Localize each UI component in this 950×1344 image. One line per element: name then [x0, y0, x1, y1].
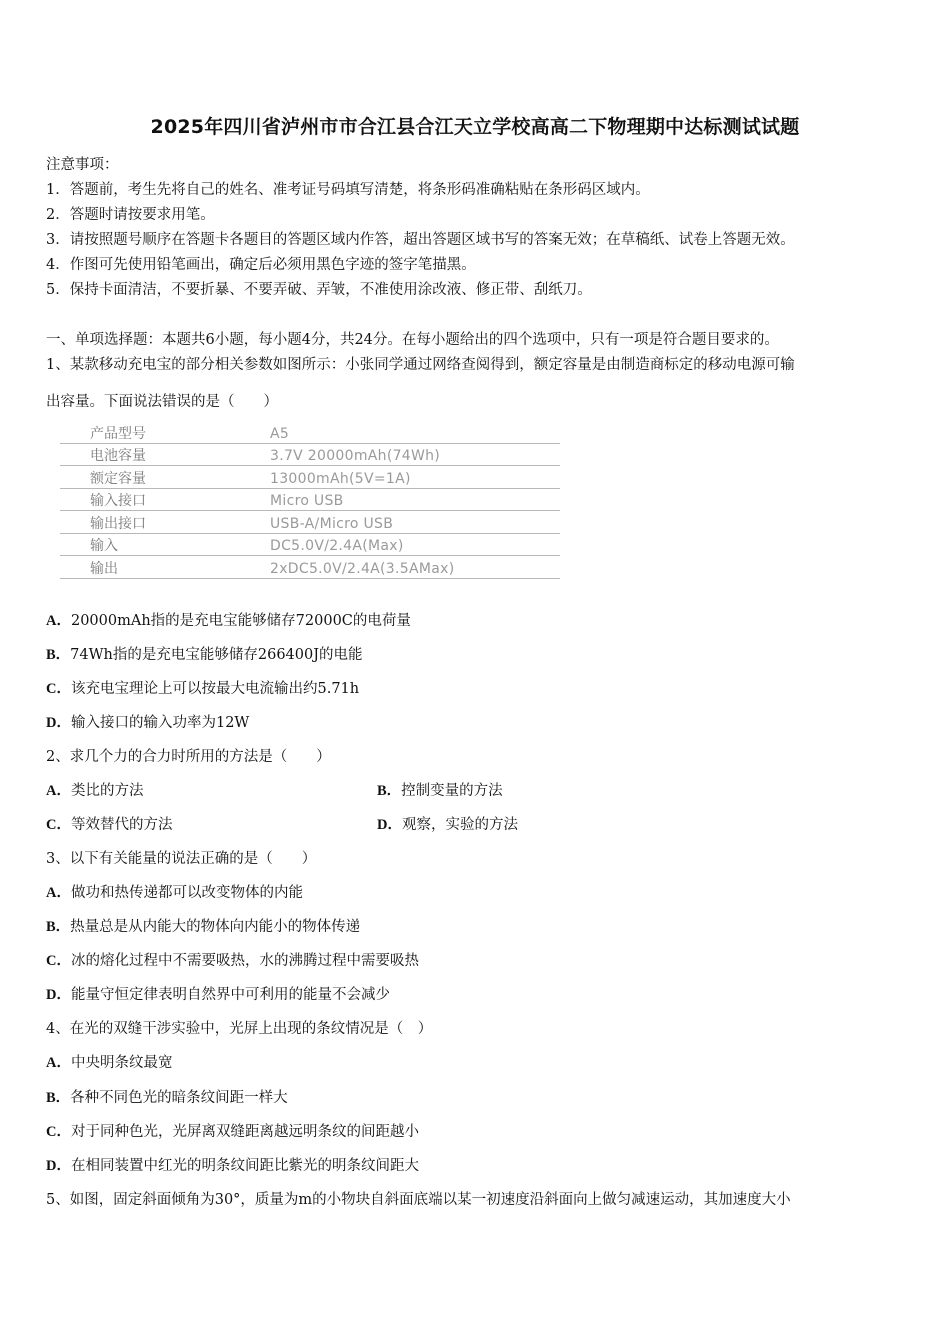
table-row — [60, 443, 560, 466]
option-d: D．能量守恒定律表明自然界中可利用的能量不会减少 — [46, 987, 390, 1003]
question-4-stem: 4、在光的双缝干涉实验中，光屏上出现的条纹情况是（ ） — [46, 1021, 433, 1037]
option-b: B．控制变量的方法 — [377, 783, 503, 799]
question-1-stem: 1、某款移动充电宝的部分相关参数如图所示：小张同学通过网络查阅得到，额定容量是由制造商标定的移动电源可输 — [46, 357, 795, 373]
option-a: A．20000mAh指的是充电宝能够储存72000C的电荷量 — [46, 613, 411, 629]
question-5-stem: 5、如图，固定斜面倾角为30°，质量为m的小物块自斜面底端以某一初速度沿斜面向上做匀减速运动，其加速度大小 — [46, 1192, 791, 1208]
spec-key: 输出接口 — [60, 511, 270, 534]
option-d: D．在相同装置中红光的明条纹间距比紫光的明条纹间距大 — [46, 1158, 419, 1174]
option-b: B．各种不同色光的暗条纹间距一样大 — [46, 1090, 288, 1106]
spec-key: 输出 — [60, 556, 270, 579]
option-b: B．热量总是从内能大的物体向内能小的物体传递 — [46, 919, 361, 935]
spec-value: A5 — [270, 421, 560, 443]
spec-value: 2xDC5.0V/2.4A(3.5AMax) — [270, 556, 560, 579]
spec-value: Micro USB — [270, 488, 560, 511]
note-item: 2．答题时请按要求用笔。 — [46, 207, 215, 223]
option-b: B．74Wh指的是充电宝能够储存266400J的电能 — [46, 647, 363, 663]
table-row — [60, 556, 560, 579]
spec-value: 13000mAh(5V=1A) — [270, 466, 560, 489]
note-item: 3．请按照题号顺序在答题卡各题目的答题区域内作答，超出答题区域书写的答案无效；在草稿纸、试卷上答题无效。 — [46, 232, 795, 248]
spec-key: 电池容量 — [60, 443, 270, 466]
table-row — [60, 466, 560, 489]
spec-key: 产品型号 — [60, 421, 270, 443]
option-c: C．该充电宝理论上可以按最大电流输出约5.71h — [46, 681, 360, 697]
page-title: 2025年四川省泸州市市合江县合江天立学校高高二下物理期中达标测试试题 — [150, 116, 800, 138]
option-c: C．等效替代的方法 — [46, 817, 173, 833]
table-row — [60, 488, 560, 511]
section-heading: 一、单项选择题：本题共6小题，每小题4分，共24分。在每小题给出的四个选项中，只有一项是符合题目要求的。 — [46, 332, 779, 348]
spec-value: USB-A/Micro USB — [270, 511, 560, 534]
note-item: 4．作图可先使用铅笔画出，确定后必须用黑色字迹的签字笔描黑。 — [46, 257, 476, 273]
option-c: C．冰的熔化过程中不需要吸热，水的沸腾过程中需要吸热 — [46, 953, 419, 969]
note-item: 1．答题前，考生先将自己的姓名、准考证号码填写清楚，将条形码准确粘贴在条形码区域内。 — [46, 182, 650, 198]
spec-value: 3.7V 20000mAh(74Wh) — [270, 443, 560, 466]
spec-key: 额定容量 — [60, 466, 270, 489]
spec-key: 输入接口 — [60, 488, 270, 511]
option-d: D．观察，实验的方法 — [377, 817, 518, 833]
option-c: C．对于同种色光，光屏离双缝距离越远明条纹的间距越小 — [46, 1124, 419, 1140]
question-1-stem-cont: 出容量。下面说法错误的是（ ） — [46, 394, 278, 410]
table-row — [60, 421, 560, 443]
notes-header: 注意事项： — [46, 157, 119, 173]
spec-table — [60, 421, 560, 579]
spec-key: 输入 — [60, 533, 270, 556]
option-d: D．输入接口的输入功率为12W — [46, 715, 250, 731]
table-row — [60, 533, 560, 556]
question-3-stem: 3、以下有关能量的说法正确的是（ ） — [46, 851, 317, 867]
note-item: 5．保持卡面清洁，不要折暴、不要弄破、弄皱，不准使用涂改液、修正带、刮纸刀。 — [46, 282, 592, 298]
table-row — [60, 511, 560, 534]
option-a: A．中央明条纹最宽 — [46, 1055, 173, 1071]
option-a: A．做功和热传递都可以改变物体的内能 — [46, 885, 303, 901]
spec-value: DC5.0V/2.4A(Max) — [270, 533, 560, 556]
option-a: A．类比的方法 — [46, 783, 144, 799]
question-2-stem: 2、求几个力的合力时所用的方法是（ ） — [46, 749, 331, 765]
